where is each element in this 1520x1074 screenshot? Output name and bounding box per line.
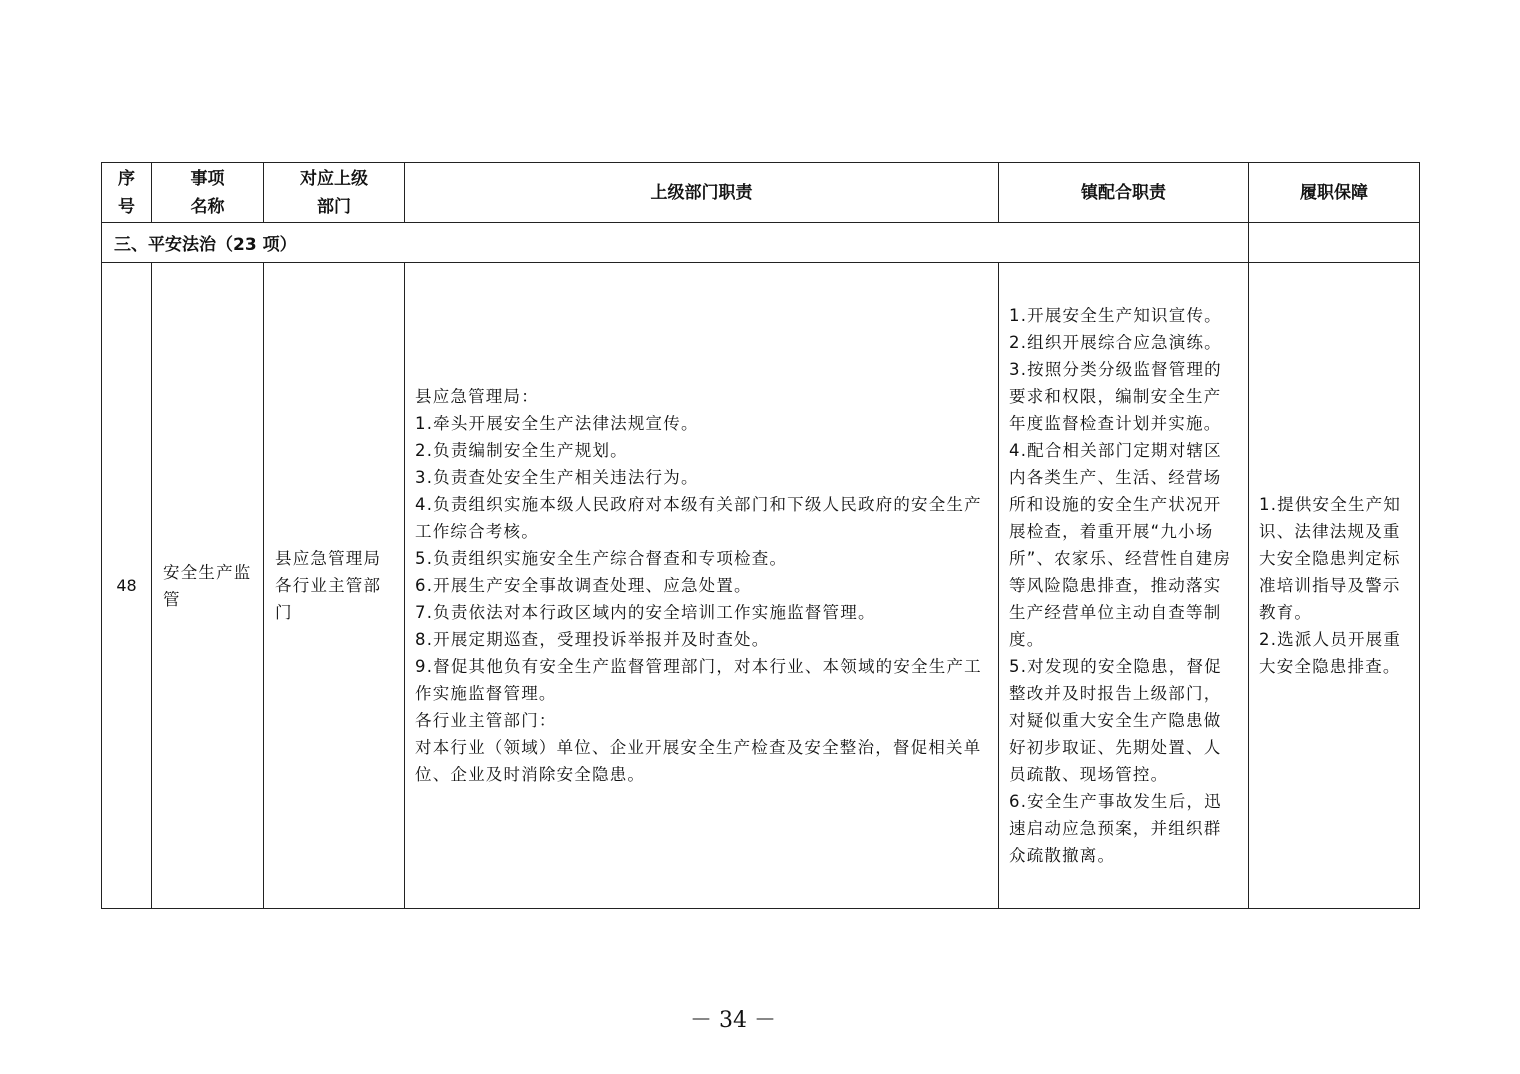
superior-duty-item: 7.负责依法对本行政区域内的安全培训工作实施监督管理。 — [415, 603, 876, 622]
dept-cell — [264, 263, 405, 909]
superior-duty-item: 2.负责编制安全生产规划。 — [415, 441, 628, 460]
header-name: 事项 名称 — [152, 163, 264, 223]
section-row — [102, 223, 1420, 263]
superior-duty-item: 9.督促其他负有安全生产监督管理部门，对本行业、本领域的安全生产工作实施监督管理。 — [415, 657, 982, 703]
duty-table — [101, 162, 1420, 909]
header-num: 序 号 — [102, 163, 152, 223]
guarantee-cell — [1249, 263, 1420, 909]
town-duties-list — [999, 302, 1248, 869]
superior-dept: 县应急管理局各行业主管部门 — [275, 549, 382, 622]
item-name: 安全生产监管 — [163, 562, 252, 609]
header-dept: 对应上级 部门 — [264, 163, 405, 223]
superior-duties-list — [405, 383, 998, 788]
superior-duty-item: 县应急管理局： — [415, 387, 539, 406]
superior-duty-item: 4.负责组织实施本级人民政府对本级有关部门和下级人民政府的安全生产工作综合考核。 — [415, 495, 982, 541]
section-empty-cell — [1249, 223, 1420, 263]
town-duty-item: 3.按照分类分级监督管理的要求和权限，编制安全生产年度监督检查计划并实施。 — [1009, 360, 1222, 433]
town-duty-item: 5.对发现的安全隐患，督促整改并及时报告上级部门，对疑似重大安全生产隐患做好初步取证、先期处置、人员疏散、现场管控。 — [1009, 657, 1222, 784]
superior-duties-cell — [405, 263, 999, 909]
header-superior-duties: 上级部门职责 — [405, 163, 999, 223]
superior-duty-item: 1.牵头开展安全生产法律法规宣传。 — [415, 414, 699, 433]
header-guarantee: 履职保障 — [1249, 163, 1420, 223]
town-duty-item: 6.安全生产事故发生后，迅速启动应急预案，并组织群众疏散撤离。 — [1009, 792, 1222, 865]
guarantee-item: 1.提供安全生产知识、法律法规及重大安全隐患判定标准培训指导及警示教育。 — [1259, 495, 1402, 622]
header-row — [102, 163, 1420, 223]
town-duty-item: 2.组织开展综合应急演练。 — [1009, 333, 1222, 352]
header-town-duties: 镇配合职责 — [999, 163, 1249, 223]
row-number: 48 — [102, 263, 152, 909]
section-title: 三、平安法治（23 项） — [102, 223, 1249, 263]
item-name-cell — [152, 263, 264, 909]
table-row — [102, 263, 1420, 909]
guarantee-list — [1249, 491, 1419, 680]
superior-duty-item: 8.开展定期巡查，受理投诉举报并及时查处。 — [415, 630, 770, 649]
superior-duty-item: 5.负责组织实施安全生产综合督查和专项检查。 — [415, 549, 788, 568]
superior-duty-item: 3.负责查处安全生产相关违法行为。 — [415, 468, 699, 487]
town-duty-item: 1.开展安全生产知识宣传。 — [1009, 306, 1222, 325]
superior-duty-item: 各行业主管部门： — [415, 711, 557, 730]
superior-duty-item: 6.开展生产安全事故调查处理、应急处置。 — [415, 576, 752, 595]
page-number: － 34 － — [690, 1008, 776, 1033]
superior-duty-item: 对本行业（领域）单位、企业开展安全生产检查及安全整治，督促相关单位、企业及时消除安全隐患。 — [415, 738, 982, 784]
town-duty-item: 4.配合相关部门定期对辖区内各类生产、生活、经营场所和设施的安全生产状况开展检查，着重开展“九小场所”、农家乐、经营性自建房等风险隐患排查，推动落实生产经营单位主动自查等制度。 — [1009, 441, 1232, 649]
guarantee-item: 2.选派人员开展重大安全隐患排查。 — [1259, 630, 1402, 676]
town-duties-cell — [999, 263, 1249, 909]
